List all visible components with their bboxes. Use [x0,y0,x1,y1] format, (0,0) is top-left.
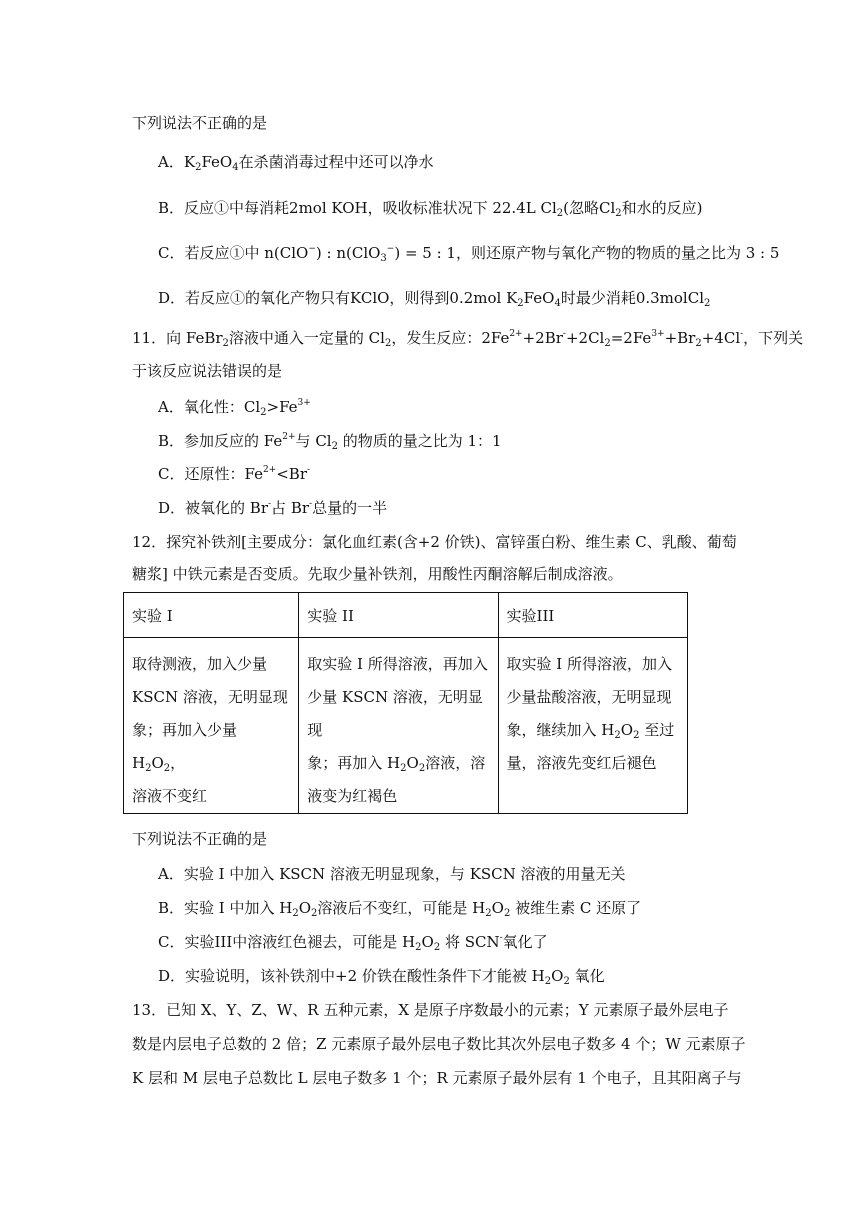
q13-line3: K 层和 M 层电子总数比 L 层电子数多 1 个；R 元素原子最外层有 1 个电子，且其阳离子与 [132,1069,742,1087]
q12-stem-line2: 糖浆] 中铁元素是否变质。先取少量补铁剂，用酸性丙酮溶解后制成溶液。 [132,565,623,583]
table-cell-exp2: 取实验 I 所得溶液，再加入 少量 KSCN 溶液，无明显现 象；再加入 $H_2O_2$溶液，溶 液变为红褐色 [299,638,498,814]
q10-option-c: C．若反应①中 n(ClO−) : n(ClO$_3$−) = 5 : 1，则还原产物与氧化产物的物质的量之比为 3 : 5 [158,244,780,264]
table-header-exp2: 实验 II [299,593,498,638]
q10-option-d: D．若反应①的氧化产物只有KClO，则得到0.2mol $K_2FeO_4$时最少消耗0.3molCl$_2$ [158,289,711,309]
q11-option-a: A．氧化性：$Cl_2>Fe^{3+}$ [158,398,311,418]
q13-line1: 13．已知 X、Y、Z、W、R 五种元素，X 是原子序数最小的元素；Y 元素原子最外层电子 [132,1001,729,1019]
q10-prompt: 下列说法不正确的是 [132,114,268,132]
table-cell-exp3: 取实验 I 所得溶液，加入 少量盐酸溶液，无明显现 象，继续加入 $H_2O_2$ 至过 量，溶液先变红后褪色 [498,638,687,814]
experiment-table [123,592,688,814]
q12-stem-line1: 12．探究补铁剂[主要成分：氯化血红素(含+2 价铁)、富锌蛋白粉、维生素 C、乳酸、葡萄 [132,533,737,551]
table-header-exp3: 实验III [498,593,687,638]
q12-option-d: D．实验说明，该补铁剂中+2 价铁在酸性条件下才能被 $H_2O_2$ 氧化 [158,967,605,987]
q10-option-b: B．反应①中每消耗2mol KOH，吸收标准状况下 22.4L $Cl_2$(忽略$Cl_2$和水的反应) [158,199,703,219]
q11-stem-line2: 于该反应说法错误的是 [132,362,283,380]
q12-option-c: C．实验III中溶液红色褪去，可能是 $H_2O_2$ 将 SCN-氧化了 [158,933,548,953]
q11-option-b: B．参加反应的 $Fe^{2+}$与 $Cl_2$ 的物质的量之比为 1：1 [158,432,502,452]
q11-stem-line1: 11．向 FeBr$_2$溶液中通入一定量的 $Cl_2$，发生反应：$2Fe^{2+}+2Br^-+2Cl_2=2Fe^{3+}+Br_2+4Cl^-$，下列关 [132,329,804,349]
q10-option-a: A．$K_2FeO_4$在杀菌消毒过程中还可以净水 [158,153,434,173]
table-cell-exp1: 取待测液，加入少量 KSCN 溶液，无明显现 象；再加入少量 $H_2O_2$， 溶液不变红 [124,638,299,814]
table-header-exp1: 实验 I [124,593,299,638]
q11-option-d: D．被氧化的 Br-占 Br-总量的一半 [158,499,388,517]
q13-line2: 数是内层电子总数的 2 倍；Z 元素原子最外层电子数比其次外层电子数多 4 个；W 元素原子 [132,1035,746,1053]
q12-prompt: 下列说法不正确的是 [132,830,268,848]
q11-option-c: C．还原性：$Fe^{2+}<Br^-$ [158,465,311,483]
q12-option-b: B．实验 I 中加入 $H_2O_2$溶液后不变红，可能是 $H_2O_2$ 被维生素 C 还原了 [158,899,642,919]
q12-option-a: A．实验 I 中加入 KSCN 溶液无明显现象，与 KSCN 溶液的用量无关 [158,865,626,883]
